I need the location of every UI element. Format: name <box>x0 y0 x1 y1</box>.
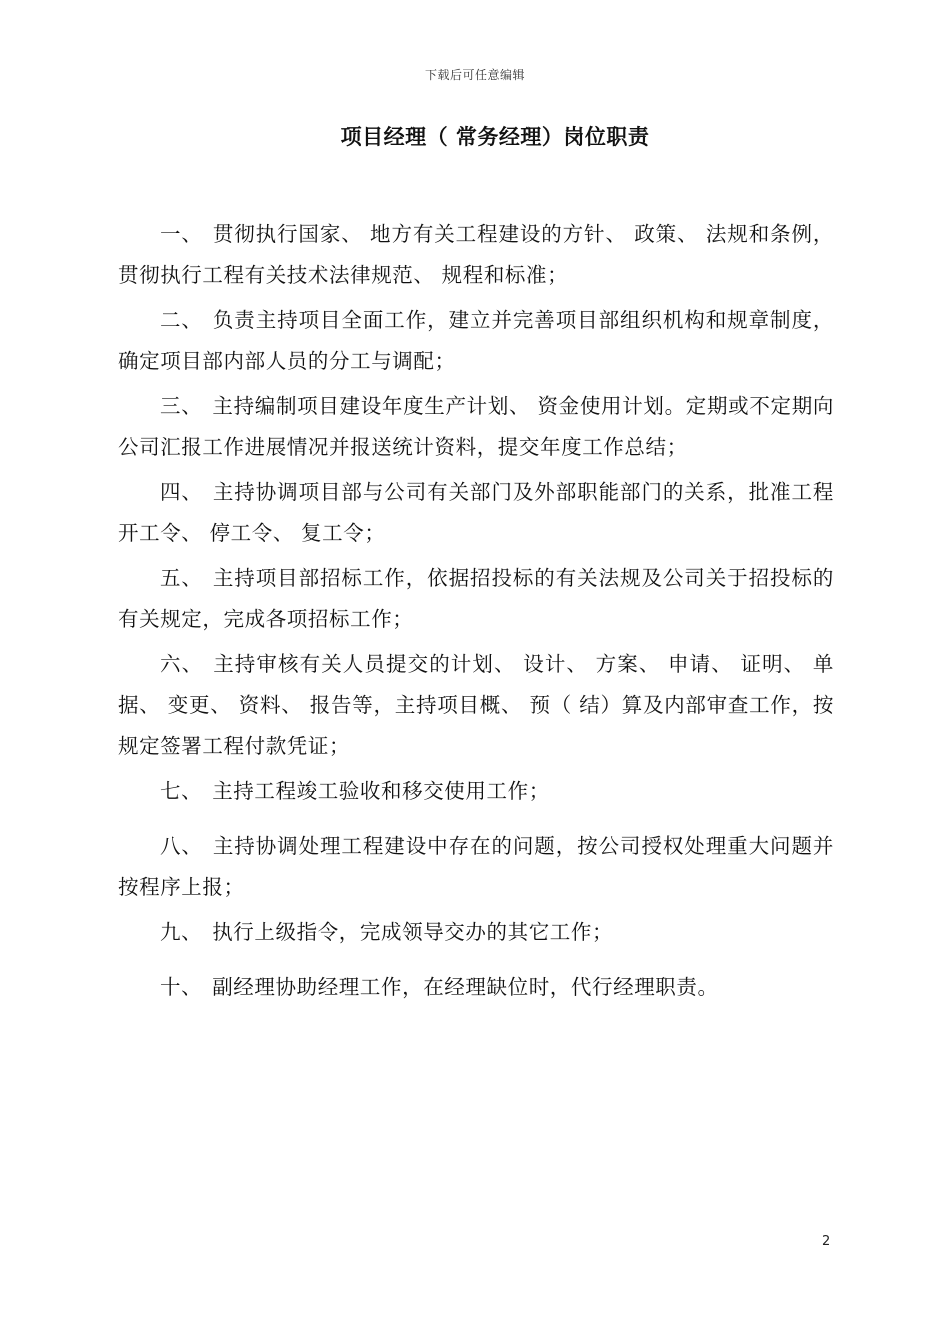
item-number: 二、 <box>160 308 203 332</box>
item-number: 五、 <box>160 566 203 590</box>
item-number: 一、 <box>160 222 203 246</box>
duty-item-2 <box>118 300 834 382</box>
header-note: 下载后可任意编辑 <box>424 68 525 82</box>
item-text: 贯彻执行国家、 地方有关工程建设的方针、 政策、 法规和条例，贯彻执行工程有关技术法律规范、 规程和标准； <box>118 222 834 287</box>
duty-item-9 <box>118 912 834 953</box>
item-number: 八、 <box>160 834 203 858</box>
duty-item-1 <box>118 214 834 296</box>
page-number: 2 <box>822 1234 831 1249</box>
item-text: 副经理协助经理工作，在经理缺位时，代行经理职责。 <box>212 975 719 999</box>
item-text: 主持编制项目建设年度生产计划、 资金使用计划。定期或不定期向公司汇报工作进展情况并报送统计资料，提交年度工作总结； <box>118 394 835 459</box>
duty-item-7 <box>118 771 834 812</box>
duty-item-6 <box>118 644 834 767</box>
item-number: 三、 <box>160 394 203 418</box>
item-text: 主持项目部招标工作，依据招投标的有关法规及公司关于招投标的有关规定，完成各项招标工作； <box>118 566 834 631</box>
item-number: 六、 <box>160 652 204 676</box>
document-title: 项目经理（ 常务经理）岗位职责 <box>340 125 650 149</box>
duty-item-3 <box>118 386 834 468</box>
item-text: 主持审核有关人员提交的计划、 设计、 方案、 申请、 证明、 单据、 变更、 资料、 报告等，主持项目概、 预（ 结）算及内部审查工作，按规定签署工程付款凭证； <box>118 652 834 758</box>
item-text: 主持工程竣工验收和移交使用工作； <box>212 779 550 803</box>
item-number: 七、 <box>160 779 203 803</box>
duty-list <box>118 214 834 1008</box>
item-text: 主持协调处理工程建设中存在的问题，按公司授权处理重大问题并按程序上报； <box>118 834 834 899</box>
item-number: 九、 <box>160 920 203 944</box>
duty-item-5 <box>118 558 834 640</box>
duty-item-4 <box>118 472 834 554</box>
item-number: 四、 <box>160 480 203 504</box>
duty-item-10 <box>118 967 834 1008</box>
item-text: 主持协调项目部与公司有关部门及外部职能部门的关系，批准工程开工令、 停工令、 复工令； <box>118 480 834 545</box>
item-text: 执行上级指令，完成领导交办的其它工作； <box>212 920 614 944</box>
duty-item-8 <box>118 826 834 908</box>
item-number: 十、 <box>160 975 203 999</box>
item-text: 负责主持项目全面工作，建立并完善项目部组织机构和规章制度，确定项目部内部人员的分工与调配； <box>118 308 834 373</box>
